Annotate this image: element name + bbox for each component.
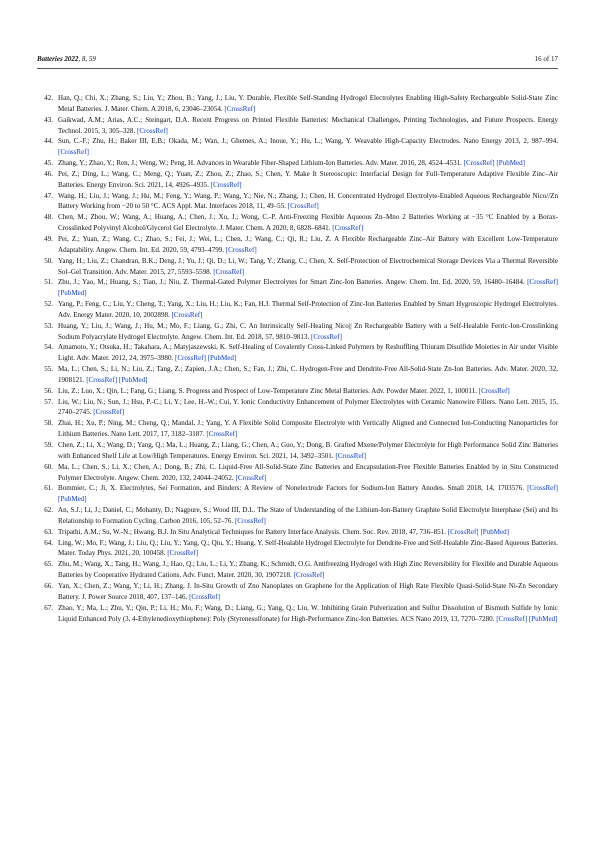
crossref-link[interactable]: [CrossRef] (332, 224, 364, 233)
reference-number: 44. (44, 137, 53, 146)
reference-item (37, 93, 558, 115)
reference-number: 59. (44, 441, 53, 449)
reference-text: Chen, Z.; Li, X.; Wang, D.; Yang, Q.; Ma, L.; Huang, Z.; Liang, G.; Chen, A.; Guo, Y.; Dong, B. Grafted Mxene/Polymer Electrolyte for High Performance Solid Zinc Batteries with Enhanced Shelf Life at Low/High Temperatures. Energy Environ. Sci. 2021, 14, 3492–3501. (58, 441, 558, 460)
reference-text: Pei, Z.; Yuan, Z.; Wang, C.; Zhao, S.; Fei, J.; Wei, L.; Chen, J.; Wang, C.; Qi, R.; Liu, Z. A Flexible Rechargeable Zinc–Air Battery with Excellent Low-Temperature Adaptability. Angew. Chem. Int. Ed. 2020, 59, 4793–4799. (58, 234, 558, 254)
reference-text: Liu, Z.; Luo, X.; Qin, L.; Fang, G.; Liang, S. Progress and Prospect of Low-Temperature Zinc Metal Batteries. Adv. Powder Mater. 2022, 1, 100011. (58, 386, 477, 395)
pubmed-link[interactable]: [PubMed] (207, 354, 237, 363)
reference-item (37, 212, 558, 234)
reference-number: 45. (44, 159, 53, 168)
reference-item (37, 115, 558, 137)
pubmed-link[interactable]: [PubMed] (496, 159, 525, 168)
reference-text: Tripathi, A.M.; Su, W.-N.; Hwang, B.J. In Situ Analytical Techniques for Battery Interface Analysis. Chem. Soc. Rev. 2018, 47, 736–851. (58, 527, 446, 536)
journal-year: 2022 (64, 55, 79, 63)
reference-number: 43. (44, 115, 53, 124)
journal-name: Batteries (37, 55, 63, 63)
reference-number: 66. (44, 581, 53, 590)
crossref-link[interactable]: [CrossRef] (213, 267, 245, 276)
reference-text: Gaikwad, A.M.; Arias, A.C.; Steingart, D.A. Recent Progress on Printed Flexible Batteries: Mechanical Challenges, Printing Technologies, and Future Prospects. Energy Technol. 2015, 3, 305–328. (58, 115, 558, 135)
reference-item (37, 581, 558, 603)
reference-number: 62. (44, 506, 53, 515)
crossref-link[interactable]: [CrossRef] (478, 386, 510, 395)
crossref-link[interactable]: [CrossRef] (136, 126, 168, 135)
pubmed-link[interactable]: [PubMed] (118, 375, 148, 384)
reference-number: 49. (44, 234, 53, 243)
reference-text: Wang, H.; Liu, J.; Wang, J.; Hu, M.; Feng, Y.; Wang, P.; Wang, Y.; Nie, N.; Zhang, J.; Chen, H. Concentrated Hydrogel Electrolyte-Enabled Aqueous Rechargeable Nico//Zn Battery Working from −20 to 50 °C. ACS Appl. Mat. Interfaces 2018, 11, 49–55. (58, 191, 558, 211)
reference-number: 57. (44, 397, 53, 406)
crossref-link[interactable]: [CrossRef] (171, 310, 203, 319)
reference-number: 55. (44, 365, 53, 374)
pubmed-link[interactable]: [PubMed] (528, 614, 558, 623)
reference-text: Yan, X.; Chen, Z.; Wang, Y.; Li, H.; Zhang, J. In-Situ Growth of Zno Nanoplates on Graphene for the Application of High Rate Flexible Quasi-Solid-State Ni-Zn Secondary Battery. J. Power Source 2018, 407, 137–146. (58, 581, 558, 601)
reference-item (37, 342, 558, 364)
reference-text: Pei, Z.; Ding, L.; Wang, C.; Meng, Q.; Yuan, Z.; Zhou, Z.; Zhao, S.; Chen, Y. Make It Stereoscopic: Interfacial Design for Full-Temperature Adaptive Flexible Zinc–Air Batteries. Energy Environ. Sci. 2021, 14, 4926–4935. (58, 169, 558, 189)
reference-item (37, 527, 558, 538)
reference-number: 67. (44, 603, 53, 612)
crossref-link[interactable]: [CrossRef] (287, 202, 319, 211)
reference-text: Yang, P.; Feng, C.; Liu, Y.; Cheng, T.; Yang, X.; Liu, H.; Liu, K.; Fan, H.J. Thermal Self-Protection of Zinc-Ion Batteries Enabled by Smart Hygroscopic Hydrogel Electrolytes. Adv. Energy Mater. 2020, 10, 2002898. (58, 300, 558, 319)
reference-number: 42. (44, 94, 53, 102)
reference-text: Zhai, H.; Xu, P.; Ning, M.; Cheng, Q.; Mandal, J.; Yang, Y. A Flexible Solid Composite Electrolyte with Vertically Aligned and Connected Ion-Conducting Nanoparticles for Lithium Batteries. Nano Lett. 2017, 17, 3182–3187. (58, 419, 558, 439)
reference-number: 63. (44, 527, 53, 536)
reference-text: Zhao, Y.; Ma, L.; Zhu, Y.; Qin, P.; Li, H.; Mo, F.; Wang, D.; Liang, G.; Yang, Q.; Liu, W. Inhibiting Grain Pulverization and Sulfur Dissolution of Bismuth Sulfide by Ionic Liquid Enhanced Poly (3, 4-Ethylenedioxythiophene): Poly (Styrenesulfonate) for High-Performance Zinc-Ion Batteries. ACS Nano 2019, 13, 7270–7280. (58, 603, 558, 623)
crossref-link[interactable]: [CrossRef] (167, 549, 199, 558)
reference-list (37, 93, 558, 624)
reference-item (37, 158, 558, 169)
crossref-link[interactable]: [CrossRef] (206, 430, 238, 439)
reference-item (37, 299, 558, 321)
reference-text: Yang, H.; Liu, Z.; Chandran, B.K.; Deng, J.; Yu, J.; Qi, D.; Li, W.; Tang, Y.; Zhang, C.; Chen, X. Self-Protection of Electrochemical Storage Devices Via a Thermal Reversible Sol–Gel Transition. Adv. Mater. 2015, 27, 5593–5598. (58, 256, 558, 276)
reference-item (37, 321, 558, 343)
header-rule (37, 68, 558, 69)
reference-number: 46. (44, 169, 53, 178)
reference-text: Bommier, C.; Ji, X. Electrolytes, Sei Formation, and Binders: A Review of Nonelectrode Factors for Sodium-Ion Battery Anodes. Small 2018, 14, 1703576. (58, 484, 525, 493)
reference-item (37, 505, 558, 527)
reference-number: 58. (44, 419, 53, 428)
reference-number: 61. (44, 484, 53, 493)
reference-number: 52. (44, 300, 53, 309)
reference-item (37, 462, 558, 484)
reference-text: Zhang, Y.; Zhao, Y.; Ren, J.; Weng, W.; Peng, H. Advances in Wearable Fiber-Shaped Lithium-Ion Batteries. Adv. Mater. 2016, 28, 4524–4531. (58, 159, 462, 168)
reference-item (37, 364, 558, 386)
crossref-link[interactable]: [CrossRef] (235, 473, 267, 482)
page-number: 16 of 17 (534, 55, 558, 63)
reference-number: 64. (44, 538, 53, 547)
reference-text: Sun, C.-F.; Zhu, H.; Baker III, E.B.; Okada, M.; Wan, J.; Ghemes, A.; Inoue, Y.; Hu, L.; Wang, Y. Weavable High-Capacity Electrodes. Nano Energy 2013, 2, 987–994. (58, 137, 558, 146)
crossref-link[interactable]: [CrossRef] (224, 104, 256, 113)
reference-item (37, 234, 558, 256)
reference-text: Zhu, J.; Yao, M.; Huang, S.; Tian, J.; Niu, Z. Thermal-Gated Polymer Electrolytes for Smart Zinc-Ion Batteries. Angew. Chem. Int. Ed. 2020, 59, 16480–16484. (58, 278, 525, 287)
reference-text: Liu, W.; Liu, N.; Sun, J.; Hsu, P.-C.; Li, Y.; Lee, H.-W.; Cui, Y. Ionic Conductivity Enhancement of Polymer Electrolytes with Ceramic Nanowire Fillers. Nano Lett. 2015, 15, 2740–2745. (58, 397, 558, 417)
reference-text: Ma, L.; Chen, S.; Li, N.; Liu, Z.; Tang, Z.; Zapien, J.A.; Chen, S.; Fan, J.; Zhi, C. Hydrogen-Free and Dendrite-Free All-Solid-State Zn-Ion Batteries. Adv. Mater. 2020, 32, 1908121. (58, 365, 558, 384)
crossref-link[interactable]: [CrossRef] (293, 571, 325, 580)
reference-item (37, 256, 558, 278)
crossref-link[interactable]: [CrossRef] (225, 245, 257, 254)
journal-citation (37, 55, 96, 63)
crossref-link[interactable]: [CrossRef] (335, 451, 367, 460)
reference-item (37, 440, 558, 462)
crossref-link[interactable]: [CrossRef] (175, 354, 206, 363)
reference-number: 54. (44, 343, 53, 352)
reference-text: Ling, W.; Mo, F.; Wang, J.; Liu, Q.; Liu, Y.; Yang, Q.; Qiu, Y.; Huang, Y. Self-Healable Hydrogel Electrolyte for Dendrite-Free and Self-Healable Zinc-Based Aqueous Batteries. Mater. Today Phys. 2021, 20, 100458. (58, 538, 558, 558)
reference-item (37, 191, 558, 213)
crossref-link[interactable]: [CrossRef] (527, 278, 558, 287)
reference-number: 47. (44, 191, 53, 200)
crossref-link[interactable]: [CrossRef] (86, 375, 118, 384)
reference-text: Ma, L.; Chen, S.; Li, X.; Chen, A.; Dong, B.; Zhi, C. Liquid-Free All-Solid-State Zinc Batteries and Encapsulation-Free Flexible Batteries Enabled by in Situ Constructed Polymer Electrolyte. Angew. Chem. 2020, 132, 24044–24052. (58, 462, 558, 482)
reference-item (37, 418, 558, 440)
reference-number: 48. (44, 213, 53, 222)
crossref-link[interactable]: [CrossRef] (463, 159, 495, 168)
crossref-link[interactable]: [CrossRef] (93, 408, 125, 417)
pubmed-link[interactable]: [PubMed] (480, 527, 510, 536)
page-header (37, 55, 558, 67)
reference-item (37, 538, 558, 560)
reference-number: 53. (44, 321, 53, 330)
crossref-link[interactable]: [CrossRef] (189, 592, 221, 601)
journal-volume: , 8, 59 (78, 55, 96, 63)
reference-text: Huang, Y.; Liu, J.; Wang, J.; Hu, M.; Mo, F.; Liang, G.; Zhi, C. An Intrinsically Self-Healing Nico|| Zn Rechargeable Battery with a Self-Healable Ferric-Ion-Crosslinking Sodium Polyacrylate Hydrogel Electrolyte. Angew. Chem. Int. Ed. 2018, 57, 9810–9813. (58, 321, 558, 341)
reference-item (37, 559, 558, 581)
crossref-link[interactable]: [CrossRef] (210, 180, 242, 189)
reference-text: Amamoto, Y.; Otsuka, H.; Takahara, A.; Matyjaszewski, K. Self-Healing of Covalently Cross-Linked Polymers by Reshuffling Thiuram Disulfide Moieties in Air under Visible Light. Adv. Mater. 2012, 24, 3975–3980. (58, 343, 558, 363)
reference-item (37, 277, 558, 299)
crossref-link[interactable]: [CrossRef] (311, 332, 342, 341)
reference-item (37, 386, 558, 397)
crossref-link[interactable]: [CrossRef] (234, 516, 266, 525)
crossref-link[interactable]: [CrossRef] (496, 614, 528, 623)
reference-item (37, 169, 558, 191)
reference-item (37, 136, 558, 158)
reference-text: An, S.J.; Li, J.; Daniel, C.; Mohanty, D.; Nagpure, S.; Wood III, D.L. The State of Understanding of the Lithium-Ion-Battery Graphite Solid Electrolyte Interphase (Sei) and Its Relationship to Formation Cycling. Carbon 2016, 105, 52–76. (58, 506, 558, 525)
crossref-link[interactable]: [CrossRef] (447, 527, 479, 536)
reference-text: Han, Q.; Chi, X.; Zhang, S.; Liu, Y.; Zhou, B.; Yang, J.; Liu, Y. Durable, Flexible Self-Standing Hydrogel Electrolytes Enabling High-Safety Rechargeable Solid-State Zinc Metal Batteries. J. Mater. Chem. A 2018, 6, 23046–23054. (58, 94, 558, 113)
reference-item (37, 397, 558, 419)
reference-number: 50. (44, 256, 53, 265)
reference-item (37, 603, 558, 625)
pubmed-link[interactable]: [PubMed] (58, 495, 87, 504)
crossref-link[interactable]: [CrossRef] (58, 148, 89, 157)
reference-text: Chen, M.; Zhou, W.; Wang, A.; Huang, A.; Chen, J.; Xu, J.; Wong, C.-P. Anti-Freezing Flexible Aqueous Zn–Mno 2 Batteries Working at −35 °C Enabled by a Borax-Crosslinked Polyvinyl Alcohol/Glycerol Gel Electrolyte. J. Mater. Chem. A 2020, 8, 6828–6841. (58, 213, 558, 233)
reference-number: 60. (44, 462, 53, 471)
pubmed-link[interactable]: [PubMed] (58, 289, 87, 298)
crossref-link[interactable]: [CrossRef] (527, 484, 558, 493)
reference-number: 51. (44, 278, 53, 287)
reference-number: 65. (44, 560, 53, 569)
reference-text: Zhu, M.; Wang, X.; Tang, H.; Wang, J.; Hao, Q.; Liu, L.; Li, Y.; Zhang, K.; Schmidt, O.G. Antifreezing Hydrogel with High Zinc Reversibility for Flexible and Durable Aqueous Batteries by Cooperative Hydrated Cations. Adv. Funct. Mater. 2020, 30, 1907218. (58, 560, 558, 580)
reference-number: 56. (44, 386, 53, 395)
reference-item (37, 483, 558, 505)
